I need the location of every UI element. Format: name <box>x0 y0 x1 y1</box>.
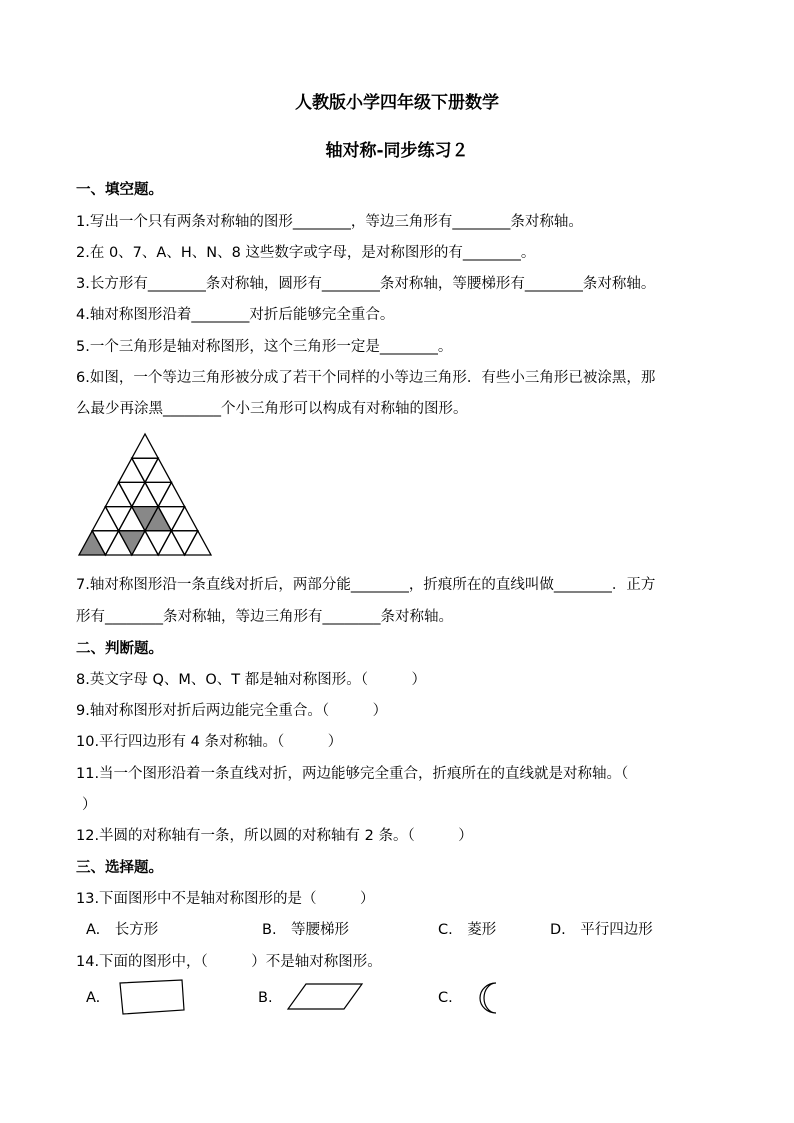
down-triangle <box>119 531 145 555</box>
question-5: 5.一个三角形是轴对称图形，这个三角形一定是________。 <box>76 339 453 355</box>
down-triangle <box>145 531 171 555</box>
q14-option-b-label: B. <box>258 990 273 1006</box>
up-triangle <box>145 458 171 482</box>
q14-shape-a-quadrilateral <box>116 977 188 1017</box>
question-6-line-2: 么最少再涂黑________个小三角形可以构成有对称轴的图形。 <box>76 401 468 417</box>
question-11-line-1: 11.当一个图形沿着一条直线对折，两边能够完全重合，折痕所在的直线就是对称轴。（ <box>76 766 629 782</box>
question-1: 1.写出一个只有两条对称轴的图形________，等边三角形有________条对称轴。 <box>76 214 583 230</box>
q13-option-c: C. 菱形 <box>438 922 497 938</box>
question-8: 8.英文字母 Q、M、O、T 都是轴对称图形。（ ） <box>76 672 426 688</box>
triangle-grid-figure <box>76 432 216 560</box>
question-3: 3.长方形有________条对称轴，圆形有________条对称轴，等腰梯形有________条对称轴。 <box>76 276 656 292</box>
question-14: 14.下面的图形中，（ ）不是轴对称图形。 <box>76 954 382 970</box>
up-triangle <box>185 531 211 555</box>
down-triangle <box>119 482 145 506</box>
q14-option-a-label: A. <box>86 990 101 1006</box>
up-triangle <box>92 507 118 531</box>
up-triangle <box>79 531 105 555</box>
q14-shape-c-crescent <box>466 980 506 1016</box>
section-judge-heading: 二、判断题。 <box>76 641 163 657</box>
page-title: 人教版小学四年级下册数学 <box>295 93 499 113</box>
question-9: 9.轴对称图形对折后两边能完全重合。（ ） <box>76 703 388 719</box>
q14-shape-b-parallelogram <box>286 980 366 1014</box>
section-choice-heading: 三、选择题。 <box>76 860 163 876</box>
page-subtitle: 轴对称-同步练习２ <box>325 141 469 161</box>
question-2: 2.在 0、7、A、H、N、8 这些数字或字母，是对称图形的有________。 <box>76 245 536 261</box>
up-triangle <box>158 531 184 555</box>
up-triangle <box>105 482 131 506</box>
section-fill-heading: 一、填空题。 <box>76 182 163 198</box>
question-7-line-2: 形有________条对称轴，等边三角形有________条对称轴。 <box>76 609 453 625</box>
q13-option-d: D. 平行四边形 <box>550 922 653 938</box>
up-triangle <box>119 458 145 482</box>
question-10: 10.平行四边形有 4 条对称轴。（ ） <box>76 734 343 750</box>
question-13: 13.下面图形中不是轴对称图形的是（ ） <box>76 891 375 907</box>
down-triangle <box>105 507 131 531</box>
up-triangle <box>158 482 184 506</box>
up-triangle <box>171 507 197 531</box>
question-6-line-1: 6.如图，一个等边三角形被分成了若干个同样的小等边三角形．有些小三角形已被涂黑，那 <box>76 370 656 386</box>
question-7-line-1: 7.轴对称图形沿一条直线对折后，两部分能________，折痕所在的直线叫做________．正方 <box>76 577 656 593</box>
up-triangle <box>132 434 158 458</box>
q13-option-b: B. 等腰梯形 <box>262 922 350 938</box>
down-triangle <box>132 458 158 482</box>
question-4: 4.轴对称图形沿着________对折后能够完全重合。 <box>76 307 395 323</box>
question-11-line-2: ） <box>82 797 97 813</box>
up-triangle <box>132 482 158 506</box>
down-triangle <box>171 531 197 555</box>
q13-option-a: A. 长方形 <box>86 922 159 938</box>
q14-option-c-label: C. <box>438 990 453 1006</box>
question-12: 12.半圆的对称轴有一条，所以圆的对称轴有 2 条。（ ） <box>76 828 473 844</box>
down-triangle <box>145 482 171 506</box>
